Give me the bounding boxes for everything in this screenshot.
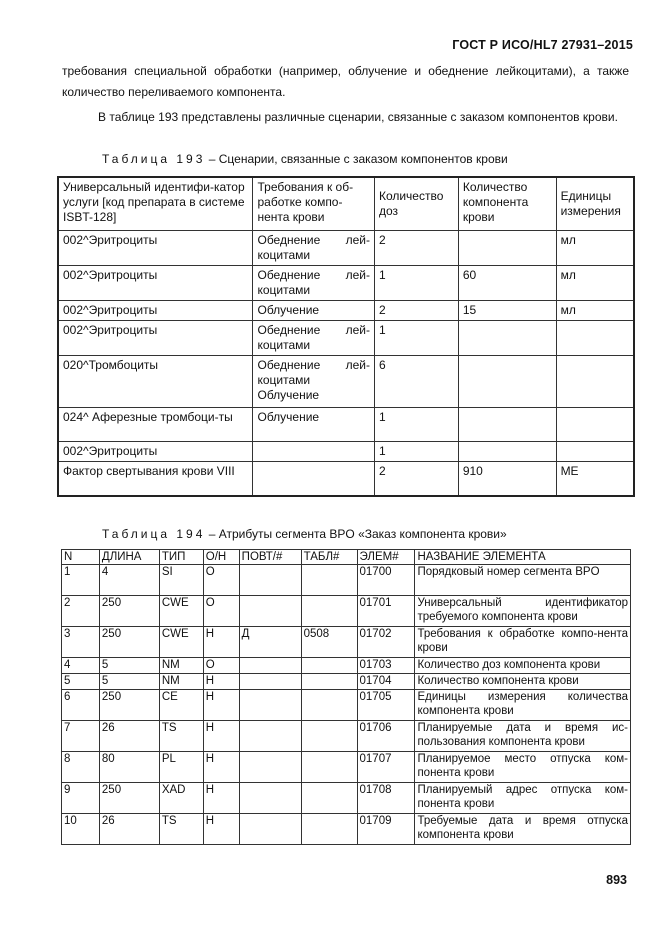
table-cell: 26 — [99, 721, 159, 752]
table-cell: Фактор свертывания крови VIII — [58, 462, 253, 496]
table-cell: Требования к обработке компо-нента крови — [415, 627, 631, 658]
table-cell: Обеднение лей-коцитами — [253, 266, 374, 301]
table-cell — [253, 462, 374, 496]
table-cell — [301, 690, 357, 721]
table-cell: O — [203, 658, 239, 674]
table-cell — [556, 442, 634, 462]
table-cell: 002^Эритроциты — [58, 231, 253, 266]
table-cell: Планируемый адрес отпуска ком-понента крови — [415, 783, 631, 814]
table-cell: Количество компонента крови — [415, 674, 631, 690]
table-194 — [61, 549, 631, 845]
table-cell: Н — [203, 674, 239, 690]
table-cell — [301, 658, 357, 674]
table-194-header-cell: О/Н — [203, 550, 239, 565]
table-cell: Н — [203, 783, 239, 814]
table-cell: 15 — [458, 301, 556, 321]
table-cell: 7 — [62, 721, 100, 752]
table-row — [62, 752, 631, 783]
table-cell — [301, 674, 357, 690]
table-cell: Обеднение лей-коцитами Облучение — [253, 356, 374, 408]
table-cell: 5 — [62, 674, 100, 690]
table-row — [58, 266, 634, 301]
table-cell — [239, 783, 301, 814]
table-cell: Д — [239, 627, 301, 658]
table-cell: Порядковый номер сегмента BPO — [415, 565, 631, 596]
table-cell: Планируемые дата и время ис-пользования компонента крови — [415, 721, 631, 752]
table-193-header-cell: Универсальный идентифи-катор услуги [код препарата в системе ISBT-128] — [58, 177, 253, 231]
table-cell: 910 — [458, 462, 556, 496]
table-cell: CWE — [159, 627, 203, 658]
table-cell — [556, 408, 634, 442]
table-cell: CWE — [159, 596, 203, 627]
table-row — [58, 356, 634, 408]
table-cell — [458, 321, 556, 356]
table-cell: Количество доз компонента крови — [415, 658, 631, 674]
table-cell: 01708 — [357, 783, 415, 814]
table-194-header-cell: ПОВТ/# — [239, 550, 301, 565]
table-cell: 01702 — [357, 627, 415, 658]
table-cell — [239, 721, 301, 752]
table-cell: 4 — [62, 658, 100, 674]
table-cell: Н — [203, 814, 239, 845]
table-cell: 01706 — [357, 721, 415, 752]
table-cell: Н — [203, 721, 239, 752]
document-header: ГОСТ Р ИСО/HL7 27931–2015 — [452, 38, 633, 52]
table-cell — [301, 814, 357, 845]
table-194-caption — [102, 527, 507, 541]
table-cell: 4 — [99, 565, 159, 596]
table-cell — [239, 674, 301, 690]
table-cell — [301, 783, 357, 814]
table-194-caption-label: Таблица 194 — [102, 527, 206, 541]
table-row — [62, 783, 631, 814]
table-cell: 1 — [62, 565, 100, 596]
table-cell — [253, 442, 374, 462]
table-cell — [239, 690, 301, 721]
table-cell: 01707 — [357, 752, 415, 783]
table-cell: 10 — [62, 814, 100, 845]
table-row — [58, 301, 634, 321]
table-cell — [239, 814, 301, 845]
table-cell: мл — [556, 301, 634, 321]
table-cell: XAD — [159, 783, 203, 814]
paragraph-2: В таблице 193 представлены различные сценарии, связанные с заказом компонентов крови. — [98, 110, 618, 124]
table-cell: мл — [556, 266, 634, 301]
table-cell: 01709 — [357, 814, 415, 845]
table-cell: 002^Эритроциты — [58, 442, 253, 462]
table-row — [58, 442, 634, 462]
table-cell — [556, 356, 634, 408]
table-cell: Н — [203, 752, 239, 783]
table-cell — [301, 721, 357, 752]
table-cell: Универсальный идентификатор требуемого компонента крови — [415, 596, 631, 627]
table-cell: 01703 — [357, 658, 415, 674]
table-194-header-cell: ДЛИНА — [99, 550, 159, 565]
table-cell: 1 — [374, 408, 458, 442]
table-cell: 1 — [374, 266, 458, 301]
table-194-caption-text: – Атрибуты сегмента BPO «Заказ компонента крови» — [205, 527, 507, 541]
table-cell: 2 — [374, 301, 458, 321]
table-row — [62, 690, 631, 721]
table-194-header-cell: НАЗВАНИЕ ЭЛЕМЕНТА — [415, 550, 631, 565]
page-number: 893 — [606, 873, 627, 887]
table-cell — [458, 408, 556, 442]
table-row — [58, 462, 634, 496]
table-cell — [458, 231, 556, 266]
table-cell: мл — [556, 231, 634, 266]
table-cell — [239, 565, 301, 596]
table-193-header-row — [58, 177, 634, 231]
table-cell: Н — [203, 690, 239, 721]
table-cell: МЕ — [556, 462, 634, 496]
table-cell: 6 — [62, 690, 100, 721]
table-cell: 1 — [374, 442, 458, 462]
table-cell: Н — [203, 627, 239, 658]
table-193-header-cell: Количество компонента крови — [458, 177, 556, 231]
table-cell — [239, 752, 301, 783]
table-cell: Обеднение лей-коцитами — [253, 231, 374, 266]
table-cell: 2 — [62, 596, 100, 627]
table-193-caption-label: Таблица 193 — [102, 152, 206, 166]
table-cell: 002^Эритроциты — [58, 266, 253, 301]
table-row — [62, 674, 631, 690]
table-cell: 250 — [99, 690, 159, 721]
table-cell: 2 — [374, 231, 458, 266]
table-cell: 01704 — [357, 674, 415, 690]
table-cell: 250 — [99, 783, 159, 814]
table-cell: O — [203, 565, 239, 596]
table-cell: 0508 — [301, 627, 357, 658]
table-193-caption — [102, 152, 508, 166]
table-cell: 002^Эритроциты — [58, 321, 253, 356]
table-cell — [556, 321, 634, 356]
table-cell: 01705 — [357, 690, 415, 721]
table-194-header-cell: ТИП — [159, 550, 203, 565]
table-row — [58, 408, 634, 442]
table-cell: NM — [159, 674, 203, 690]
table-cell — [239, 596, 301, 627]
table-cell: 01700 — [357, 565, 415, 596]
table-row — [62, 814, 631, 845]
table-row — [58, 321, 634, 356]
table-cell — [239, 658, 301, 674]
table-cell — [301, 596, 357, 627]
table-194-header-cell: N — [62, 550, 100, 565]
table-cell — [458, 356, 556, 408]
table-cell: 020^Тромбоциты — [58, 356, 253, 408]
table-cell: NM — [159, 658, 203, 674]
table-row — [62, 627, 631, 658]
table-cell: PL — [159, 752, 203, 783]
table-cell: 002^Эритроциты — [58, 301, 253, 321]
table-cell: 6 — [374, 356, 458, 408]
table-cell: Обеднение лей-коцитами — [253, 321, 374, 356]
table-193-header-cell: Единицы измерения — [556, 177, 634, 231]
table-cell: O — [203, 596, 239, 627]
table-row — [62, 596, 631, 627]
table-cell: Требуемые дата и время отпуска компонента крови — [415, 814, 631, 845]
table-cell: 3 — [62, 627, 100, 658]
table-cell: 9 — [62, 783, 100, 814]
table-cell: 250 — [99, 596, 159, 627]
table-194-header-cell: ТАБЛ# — [301, 550, 357, 565]
table-cell: 1 — [374, 321, 458, 356]
table-cell — [301, 752, 357, 783]
paragraph-1: требования специальной обработки (например, облучение и обеднение лейкоцитами), а также количество переливаемого компонента. — [62, 64, 629, 99]
table-193-header-cell: Требования к об-работке компо-нента крови — [253, 177, 374, 231]
table-194-header-row — [62, 550, 631, 565]
table-cell: Единицы измерения количества компонента крови — [415, 690, 631, 721]
table-cell: CE — [159, 690, 203, 721]
table-193-caption-text: – Сценарии, связанные с заказом компонентов крови — [205, 152, 508, 166]
table-193-header-cell: Количество доз — [374, 177, 458, 231]
table-cell: 26 — [99, 814, 159, 845]
table-row — [62, 658, 631, 674]
table-cell: 250 — [99, 627, 159, 658]
table-row — [62, 721, 631, 752]
table-cell: Планируемое место отпуска ком-понента крови — [415, 752, 631, 783]
table-cell — [458, 442, 556, 462]
table-193 — [57, 176, 635, 497]
table-cell: 01701 — [357, 596, 415, 627]
table-cell: 80 — [99, 752, 159, 783]
table-cell — [301, 565, 357, 596]
table-194-header-cell: ЭЛЕМ# — [357, 550, 415, 565]
table-cell: 2 — [374, 462, 458, 496]
table-cell: 8 — [62, 752, 100, 783]
table-cell: 5 — [99, 674, 159, 690]
table-cell: Облучение — [253, 408, 374, 442]
table-cell: 60 — [458, 266, 556, 301]
table-row — [62, 565, 631, 596]
table-cell: TS — [159, 814, 203, 845]
table-cell: SI — [159, 565, 203, 596]
table-cell: Облучение — [253, 301, 374, 321]
table-row — [58, 231, 634, 266]
table-cell: 5 — [99, 658, 159, 674]
table-cell: TS — [159, 721, 203, 752]
table-cell: 024^ Аферезные тромбоци-ты — [58, 408, 253, 442]
